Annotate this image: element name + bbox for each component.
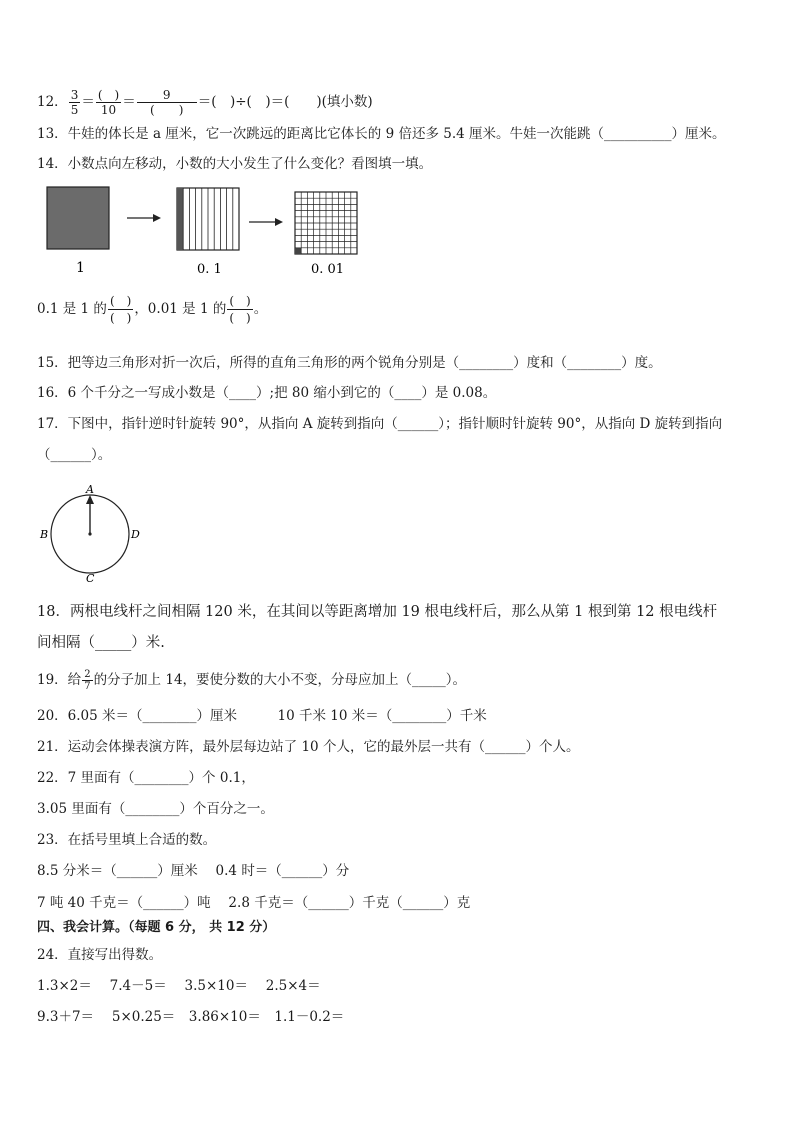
question-21: 21．运动会体操表演方阵，最外层每边站了 10 个人，它的最外层一共有（______）个人。 bbox=[37, 739, 580, 755]
question-18-line2: 间相隔（_____）米. bbox=[37, 635, 165, 651]
label-tenth: 0. 1 bbox=[197, 262, 222, 277]
section-4-heading: 四、我会计算。（每题 6 分， 共 12 分） bbox=[37, 920, 276, 935]
question-14-answer: 0.1 是 1 的 $\frac{( )}{( )}$ ，0.01 是 1 的 $\frac{( )}{( )}$ 。 bbox=[37, 294, 268, 325]
question-23-line2: 7 吨 40 千克＝（______）吨 2.8 千克＝（______）千克（______）克 bbox=[37, 895, 471, 911]
tenths-square bbox=[177, 188, 239, 250]
question-19: 19．给 $\frac{2}{7}$ 的分子加上 14，要使分数的大小不变，分母应加上（_____）。 bbox=[37, 669, 467, 692]
point-c: C bbox=[86, 572, 95, 584]
whole-square bbox=[47, 187, 109, 249]
question-16: 16．6 个千分之一写成小数是（____）;把 80 缩小到它的（____）是 0.08。 bbox=[37, 385, 497, 401]
question-23-line1: 8.5 分米＝（______）厘米 0.4 时＝（______）分 bbox=[37, 863, 350, 879]
question-22-line1: 22．7 里面有（________）个 0.1， bbox=[37, 770, 255, 786]
label-one: 1 bbox=[76, 260, 85, 276]
q17-dial-figure bbox=[37, 484, 147, 584]
q14-blank-fraction-2: $\frac{( )}{( )}$ bbox=[229, 294, 251, 325]
question-17-line1: 17．下图中，指针逆时针旋转 90°，从指向 A 旋转到指向（______）；指针顺时针旋转 90°，从指向 D 旋转到指向 bbox=[37, 416, 723, 432]
q12-fraction-2: $\frac{( )}{10}$ bbox=[97, 88, 120, 117]
q14-blank-fraction-1: $\frac{( )}{( )}$ bbox=[109, 294, 132, 325]
q14-figure bbox=[37, 182, 377, 282]
point-d: D bbox=[131, 528, 140, 541]
hundredths-shaded-cell bbox=[295, 248, 301, 254]
question-12: 12． $\frac{3}{5}$ ＝ $\frac{( )}{10}$ ＝ $\frac{9}{( )}$ ＝( )÷( )＝( )(填小数) bbox=[37, 88, 373, 117]
needle-arrowhead bbox=[86, 495, 94, 504]
hundredths-square bbox=[295, 192, 357, 254]
label-hundredth: 0. 01 bbox=[311, 262, 345, 277]
tenths-shaded-strip bbox=[177, 188, 183, 250]
question-13: 13．牛娃的体长是 a 厘米，它一次跳远的距离比它体长的 9 倍还多 5.4 厘米。牛娃一次能跳（__________）厘米。 bbox=[37, 126, 726, 142]
question-15: 15．把等边三角形对折一次后，所得的直角三角形的两个锐角分别是（________）度和（________）度。 bbox=[37, 355, 662, 371]
question-14-title: 14．小数点向左移动，小数的大小发生了什么变化？看图填一填。 bbox=[37, 156, 433, 172]
arrow-1-head bbox=[153, 214, 161, 222]
question-22-line2: 3.05 里面有（________）个百分之一。 bbox=[37, 801, 274, 817]
question-20: 20．6.05 米＝（________）厘米 10 千米 10 米＝（________）千米 bbox=[37, 708, 487, 724]
question-24-row1: 1.3×2＝ 7.4－5＝ 3.5×10＝ 2.5×4＝ bbox=[37, 978, 321, 994]
q12-number: 12． bbox=[37, 94, 68, 110]
q12-tail: ＝( )÷( )＝( )(填小数) bbox=[197, 94, 373, 110]
question-23-title: 23．在括号里填上合适的数。 bbox=[37, 832, 217, 848]
question-24-row2: 9.3＋7＝ 5×0.25＝ 3.86×10＝ 1.1－0.2＝ bbox=[37, 1009, 345, 1025]
question-24-title: 24．直接写出得数。 bbox=[37, 947, 163, 963]
q12-fraction-3: $\frac{9}{( )}$ bbox=[137, 88, 197, 117]
dial-center bbox=[88, 532, 91, 535]
question-18-line1: 18．两根电线杆之间相隔 120 米，在其间以等距离增加 19 根电线杆后，那么从第 1 根到第 12 根电线杆 bbox=[37, 604, 718, 620]
q12-fraction-1: $\frac{3}{5}$ bbox=[70, 88, 79, 117]
point-b: B bbox=[40, 528, 49, 541]
point-a: A bbox=[86, 484, 94, 496]
q19-fraction: $\frac{2}{7}$ bbox=[84, 669, 91, 692]
arrow-2-head bbox=[275, 218, 283, 226]
question-17-line2: （______）。 bbox=[37, 447, 112, 463]
